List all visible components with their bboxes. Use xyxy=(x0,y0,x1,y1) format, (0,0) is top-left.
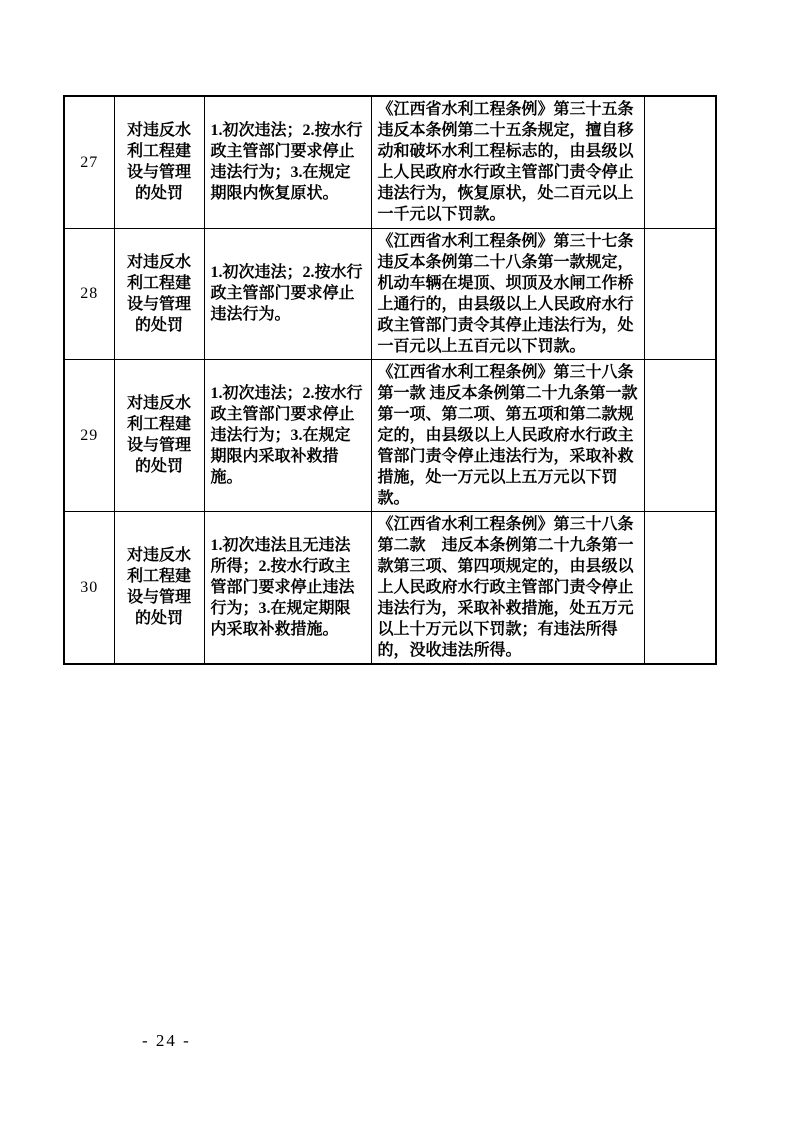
remark-cell xyxy=(644,359,716,511)
row-number-cell: 27 xyxy=(64,96,114,228)
table-row xyxy=(64,228,716,359)
legal-basis-cell: 《江西省水利工程条例》第三十八条第二款 违反本条例第二十九条第一款第三项、第四项规定的，由县级以上人民政府水行政主管部门责令停止违法行为，采取补救措施，处五万元以上十万元以下罚款；有违法所得的，没收违法所得。 xyxy=(371,511,644,664)
remark-cell xyxy=(644,511,716,664)
row-number-cell: 29 xyxy=(64,359,114,511)
page-number: - 24 - xyxy=(142,1031,191,1050)
row-number-cell: 30 xyxy=(64,511,114,664)
row-number-cell: 28 xyxy=(64,228,114,359)
procedure-cell: 1.初次违法；2.按水行政主管部门要求停止违法行为。 xyxy=(204,228,371,359)
legal-basis-cell: 《江西省水利工程条例》第三十八条第一款 违反本条例第二十九条第一款第一项、第二项、第五项和第二款规定的，由县级以上人民政府水行政主管部门责令停止违法行为，采取补救措施，处一万元以上五万元以下罚款。 xyxy=(371,359,644,511)
category-cell: 对违反水利工程建设与管理的处罚 xyxy=(114,511,204,664)
category-cell: 对违反水利工程建设与管理的处罚 xyxy=(114,96,204,228)
table-row xyxy=(64,359,716,511)
table-row xyxy=(64,96,716,228)
category-cell: 对违反水利工程建设与管理的处罚 xyxy=(114,228,204,359)
legal-basis-cell: 《江西省水利工程条例》第三十五条违反本条例第二十五条规定，擅自移动和破坏水利工程标志的，由县级以上人民政府水行政主管部门责令停止违法行为，恢复原状，处二百元以上一千元以下罚款。 xyxy=(371,96,644,228)
remark-cell xyxy=(644,96,716,228)
procedure-cell: 1.初次违法；2.按水行政主管部门要求停止违法行为；3.在规定期限内恢复原状。 xyxy=(204,96,371,228)
remark-cell xyxy=(644,228,716,359)
table-row xyxy=(64,511,716,664)
procedure-cell: 1.初次违法且无违法所得；2.按水行政主管部门要求停止违法行为；3.在规定期限内采取补救措施。 xyxy=(204,511,371,664)
penalty-table xyxy=(63,95,717,665)
procedure-cell: 1.初次违法；2.按水行政主管部门要求停止违法行为；3.在规定期限内采取补救措施。 xyxy=(204,359,371,511)
category-cell: 对违反水利工程建设与管理的处罚 xyxy=(114,359,204,511)
legal-basis-cell: 《江西省水利工程条例》第三十七条违反本条例第二十八条第一款规定，机动车辆在堤顶、坝顶及水闸工作桥上通行的，由县级以上人民政府水行政主管部门责令其停止违法行为，处一百元以上五百元以下罚款。 xyxy=(371,228,644,359)
